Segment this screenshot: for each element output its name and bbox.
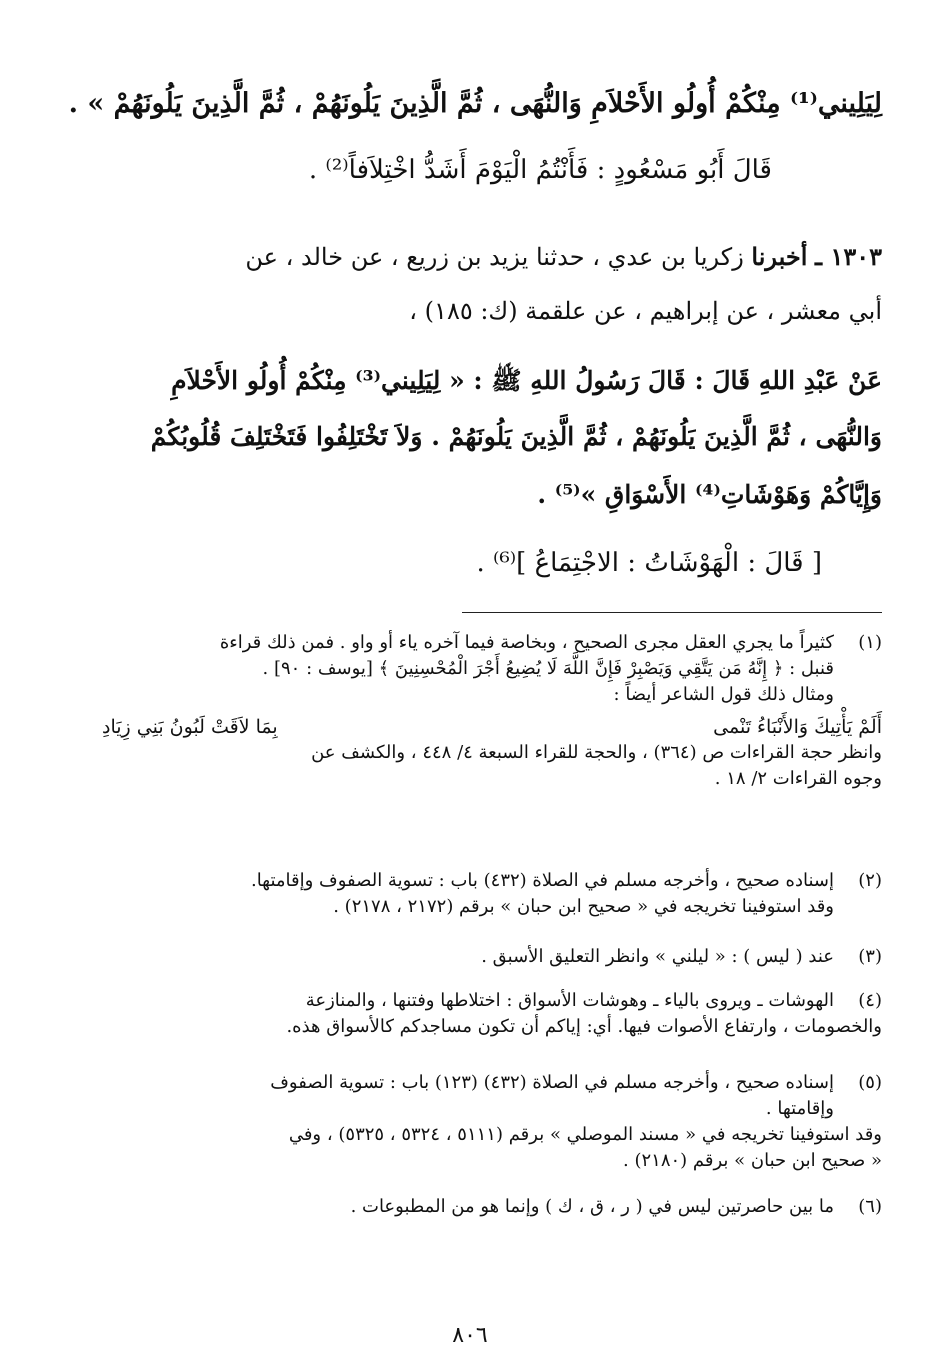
footnote-line: قنبل : ﴿ إِنَّهُ مَن يَتَّقِي وَيَصْبِرْ فَإِنَّ اللَّهَ لَا يُضِيعُ أَجْرَ الْمُحْسِنِينَ ﴾ [يوسف : ٩٠] .: [262, 658, 834, 679]
footnote-number: (١): [858, 632, 882, 653]
footnote-line: والخصومات ، وارتفاع الأصوات فيها. أي: إياكم أن تكون مساجدكم كالأسواق هذه.: [286, 1016, 882, 1037]
footnote-line: ومثال ذلك قول الشاعر أيضاً :: [613, 684, 834, 705]
footnote-number: (٤): [858, 990, 882, 1011]
footnote-line: إسناده صحيح ، وأخرجه مسلم في الصلاة (٤٣٢) (١٢٣) باب : تسوية الصفوف: [270, 1072, 834, 1093]
footnote-5: [70, 1070, 882, 1174]
footnote-line: إسناده صحيح ، وأخرجه مسلم في الصلاة (٤٣٢) باب : تسوية الصفوف وإقامتها.: [250, 870, 834, 891]
hadith-text-line: عَنْ عَبْدِ اللهِ قَالَ : قَالَ رَسُولُ اللهِ ﷺ : « لِيَلِيني⁽³⁾ مِنْكُمْ أُولُو الأَحْلاَمِ: [171, 366, 882, 395]
hadith-text-line: وَالنُّهَى ، ثُمَّ الَّذِينَ يَلُونَهُمْ ، ثُمَّ الَّذِينَ يَلُونَهُمْ . وَلاَ تَخْتَلِفُوا فَتَخْتَلِفَ قُلُوبُكُمْ: [150, 422, 882, 451]
hadith-number: ١٣٠٣ ـ: [815, 242, 882, 271]
hadith-text-line: وَإِيَّاكُمْ وَهَوْشَاتِ⁽⁴⁾ الأَسْوَاقِ »⁽⁵⁾ .: [537, 480, 882, 509]
isnad-line: أبي معشر ، عن إبراهيم ، عن علقمة (ك: ١٨٥) ،: [409, 297, 882, 325]
bracketed-note: [ قَالَ : الْهَوْشَاتُ : الاجْتِمَاعُ ]⁽⁶⁾ .: [476, 548, 822, 578]
footnote-line: وانظر حجة القراءات ص (٣٦٤) ، والحجة للقراء السبعة ٤/ ٤٤٨ ، والكشف عن: [311, 742, 882, 763]
footnote-number: (٣): [858, 946, 882, 967]
footnote-1: [70, 630, 882, 792]
narrator-comment: قَالَ أَبُو مَسْعُودٍ : فَأَنْتُمُ الْيَوْمَ أَشَدُّ اخْتِلاَفاً⁽²⁾ .: [308, 155, 772, 185]
poem-hemistich-second: بِمَا لاَقَتْ لَبُونُ بَنِي زِيَادِ: [102, 716, 278, 738]
footnote-number: (٦): [858, 1196, 882, 1217]
footnote-6: [70, 1194, 882, 1220]
footnote-3: [70, 944, 882, 970]
footnote-2: [70, 868, 882, 920]
footnote-line: وقد استوفينا تخريجه في « صحيح ابن حبان » برقم (٢١٧٢ ، ٢١٧٨) .: [333, 896, 834, 917]
hadith-lead: أخبرنا: [751, 242, 808, 271]
footnote-line: كثيراً ما يجري العقل مجرى الصحيح ، وبخاصة فيما آخره ياء أو واو . فمن ذلك قراءة: [219, 632, 834, 653]
poem-hemistich-first: أَلَمْ يَأْتِيكَ وَالأَنْبَاءُ تَنْمى: [713, 716, 882, 738]
footnote-line: وقد استوفينا تخريجه في « مسند الموصلي » برقم (٥١١١ ، ٥٣٢٤ ، ٥٣٢٥) ، وفي: [288, 1124, 882, 1145]
page-number: ٨٠٦: [452, 1323, 488, 1348]
footnote-divider: [462, 612, 882, 613]
footnote-number: (٢): [858, 870, 882, 891]
footnote-line: وإقامتها .: [765, 1098, 834, 1119]
poem-verse: [102, 714, 882, 740]
isnad-line: [70, 242, 882, 271]
footnote-number: (٥): [858, 1072, 882, 1093]
footnote-line: الهوشات ـ ويروى بالياء ـ وهوشات الأسواق : اختلاطها وفتنها ، والمنازعة: [305, 990, 834, 1011]
footnote-line: عند ( ليس ) : « ليلني » وانظر التعليق الأسبق .: [481, 946, 834, 967]
isnad-text: زكريا بن عدي ، حدثنا يزيد بن زريع ، عن خالد ، عن: [245, 243, 744, 271]
footnote-line: « صحيح ابن حبان » برقم (٢١٨٠) .: [623, 1150, 882, 1171]
book-page: [70, 70, 882, 1350]
footnote-line: وجوه القراءات ٢/ ١٨ .: [714, 768, 882, 789]
footnote-4: [70, 988, 882, 1040]
footnote-line: ما بين حاصرتين ليس في ( ر ، ق ، ك ) وإنما هو من المطبوعات .: [350, 1196, 834, 1217]
hadith-text-line: لِيَلِيني⁽¹⁾ مِنْكُمْ أُولُو الأَحْلاَمِ وَالنُّهَى ، ثُمَّ الَّذِينَ يَلُونَهُمْ ، ثُمَّ الَّذِينَ يَلُونَهُمْ » .: [68, 88, 882, 119]
